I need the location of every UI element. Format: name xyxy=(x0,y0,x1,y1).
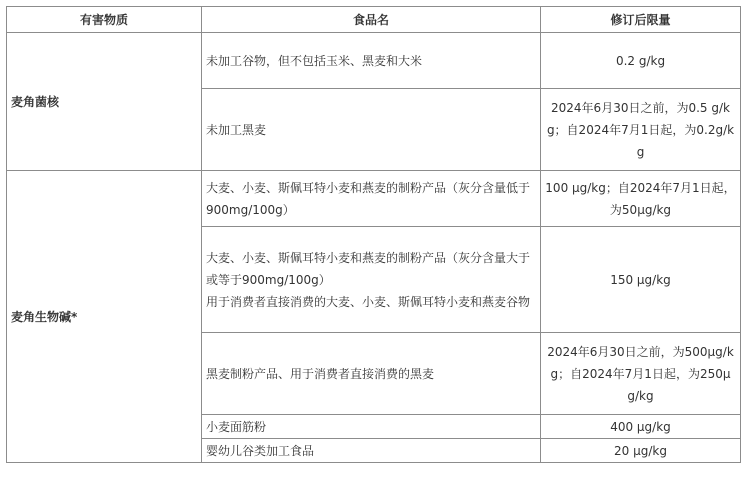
food-line: 小麦面筋粉 xyxy=(206,419,267,434)
food-line: 婴幼儿谷类加工食品 xyxy=(206,443,315,458)
limits-table xyxy=(6,6,741,463)
food-line: 未加工谷物，但不包括玉米、黑麦和大米 xyxy=(206,53,423,68)
limit-cell: 2024年6月30日之前，为0.5 g/kg；自2024年7月1日起，为0.2g/kg xyxy=(541,89,741,171)
header-substance: 有害物质 xyxy=(7,7,202,33)
food-line: 黑麦制粉产品、用于消费者直接消费的黑麦 xyxy=(206,366,435,381)
limit-cell: 150 μg/kg xyxy=(541,227,741,333)
header-food: 食品名 xyxy=(202,7,541,33)
food-cell xyxy=(202,439,541,463)
limit-cell: 20 μg/kg xyxy=(541,439,741,463)
table-row xyxy=(7,171,741,227)
table-row xyxy=(7,33,741,89)
food-cell xyxy=(202,227,541,333)
substance-cell: 麦角生物碱* xyxy=(7,171,202,463)
limit-cell: 400 μg/kg xyxy=(541,415,741,439)
food-line: 未加工黑麦 xyxy=(206,122,267,137)
food-line: 用于消费者直接消费的大麦、小麦、斯佩耳特小麦和燕麦谷物 xyxy=(206,294,531,309)
header-limit: 修订后限量 xyxy=(541,7,741,33)
limit-cell: 0.2 g/kg xyxy=(541,33,741,89)
food-line: 大麦、小麦、斯佩耳特小麦和燕麦的制粉产品（灰分含量低于900mg/100g） xyxy=(206,180,531,217)
header-row xyxy=(7,7,741,33)
limit-cell: 2024年6月30日之前，为500μg/kg；自2024年7月1日起，为250μg/kg xyxy=(541,333,741,415)
food-cell xyxy=(202,333,541,415)
food-cell xyxy=(202,89,541,171)
limit-cell: 100 μg/kg；自2024年7月1日起，为50μg/kg xyxy=(541,171,741,227)
food-cell xyxy=(202,33,541,89)
food-cell xyxy=(202,415,541,439)
substance-cell: 麦角菌核 xyxy=(7,33,202,171)
food-line: 大麦、小麦、斯佩耳特小麦和燕麦的制粉产品（灰分含量大于或等于900mg/100g） xyxy=(206,250,531,287)
food-cell xyxy=(202,171,541,227)
